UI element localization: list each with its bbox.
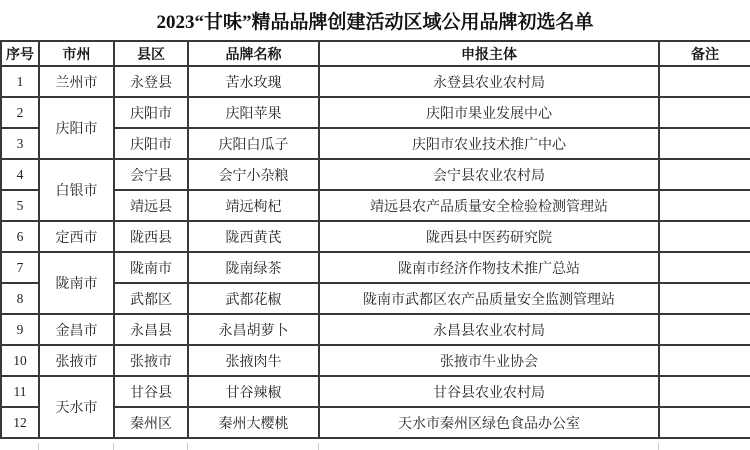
cell-city: 兰州市: [39, 66, 114, 97]
cell-brand: 会宁小杂粮: [188, 159, 319, 190]
cell-applicant: 张掖市牛业协会: [319, 345, 659, 376]
cell-applicant: 庆阳市农业技术推广中心: [319, 128, 659, 159]
cell-brand: 武都花椒: [188, 283, 319, 314]
table-row: [1, 376, 750, 407]
cell-remark: [659, 128, 750, 159]
cell-no: 10: [1, 345, 39, 376]
header-brand: 品牌名称: [188, 41, 319, 66]
cell-no: 7: [1, 252, 39, 283]
cell-county: 会宁县: [114, 159, 188, 190]
cell-no: 12: [1, 407, 39, 438]
table-row: [1, 128, 750, 159]
cell-brand: 苦水玫瑰: [188, 66, 319, 97]
cell-county: 陇南市: [114, 252, 188, 283]
cell-city: 金昌市: [39, 314, 114, 345]
cell-county: 陇西县: [114, 221, 188, 252]
cell-remark: [659, 407, 750, 438]
cell-applicant: 永登县农业农村局: [319, 66, 659, 97]
cell-brand: 陇南绿茶: [188, 252, 319, 283]
table-body: [1, 66, 750, 438]
cell-no: 9: [1, 314, 39, 345]
cell-county: 庆阳市: [114, 97, 188, 128]
cell-remark: [659, 314, 750, 345]
cell-applicant: 陇南市经济作物技术推广总站: [319, 252, 659, 283]
cell-brand: 庆阳白瓜子: [188, 128, 319, 159]
table-row: [1, 221, 750, 252]
cell-remark: [659, 376, 750, 407]
cell-no: 4: [1, 159, 39, 190]
cell-brand: 永昌胡萝卜: [188, 314, 319, 345]
cell-brand: 陇西黄芪: [188, 221, 319, 252]
cell-no: 8: [1, 283, 39, 314]
cell-brand: 张掖肉牛: [188, 345, 319, 376]
header-county: 县区: [114, 41, 188, 66]
cell-county: 永昌县: [114, 314, 188, 345]
cell-remark: [659, 159, 750, 190]
cell-remark: [659, 283, 750, 314]
cell-no: 6: [1, 221, 39, 252]
page-title: 2023“甘味”精品品牌创建活动区域公用品牌初选名单: [156, 11, 594, 33]
cell-city: 张掖市: [39, 345, 114, 376]
cell-city: 定西市: [39, 221, 114, 252]
cell-county: 永登县: [114, 66, 188, 97]
cell-remark: [659, 221, 750, 252]
table-row: [1, 283, 750, 314]
brand-preliminary-list-table: [0, 40, 750, 439]
cell-no: 1: [1, 66, 39, 97]
cell-applicant: 甘谷县农业农村局: [319, 376, 659, 407]
header-no: 序号: [1, 41, 39, 66]
table-row: [1, 66, 750, 97]
cell-city: 白银市: [39, 159, 114, 221]
table-row: [1, 190, 750, 221]
cell-remark: [659, 190, 750, 221]
table-row: [1, 159, 750, 190]
header-city: 市州: [39, 41, 114, 66]
cell-applicant: 靖远县农产品质量安全检验检测管理站: [319, 190, 659, 221]
cell-county: 秦州区: [114, 407, 188, 438]
cell-brand: 甘谷辣椒: [188, 376, 319, 407]
header-remark: 备注: [659, 41, 750, 66]
header-row: [1, 41, 750, 66]
cutoff-next-row-stubs: [0, 441, 750, 450]
cell-no: 11: [1, 376, 39, 407]
cell-no: 3: [1, 128, 39, 159]
cell-county: 武都区: [114, 283, 188, 314]
cell-brand: 庆阳苹果: [188, 97, 319, 128]
header-applicant: 申报主体: [319, 41, 659, 66]
cell-city: 陇南市: [39, 252, 114, 314]
cell-no: 2: [1, 97, 39, 128]
cell-applicant: 会宁县农业农村局: [319, 159, 659, 190]
cell-county: 靖远县: [114, 190, 188, 221]
cell-brand: 秦州大樱桃: [188, 407, 319, 438]
cell-remark: [659, 252, 750, 283]
cell-applicant: 永昌县农业农村局: [319, 314, 659, 345]
table-row: [1, 97, 750, 128]
table-header: [1, 41, 750, 66]
cell-applicant: 陇南市武都区农产品质量安全监测管理站: [319, 283, 659, 314]
table-row: [1, 407, 750, 438]
cell-brand: 靖远枸杞: [188, 190, 319, 221]
cell-county: 庆阳市: [114, 128, 188, 159]
cell-county: 甘谷县: [114, 376, 188, 407]
cell-city: 庆阳市: [39, 97, 114, 159]
cell-applicant: 庆阳市果业发展中心: [319, 97, 659, 128]
cell-no: 5: [1, 190, 39, 221]
table-row: [1, 252, 750, 283]
cell-applicant: 陇西县中医药研究院: [319, 221, 659, 252]
cell-city: 天水市: [39, 376, 114, 438]
table-row: [1, 345, 750, 376]
table-row: [1, 314, 750, 345]
cell-remark: [659, 97, 750, 128]
cell-county: 张掖市: [114, 345, 188, 376]
cell-remark: [659, 345, 750, 376]
cell-applicant: 天水市秦州区绿色食品办公室: [319, 407, 659, 438]
cell-remark: [659, 66, 750, 97]
